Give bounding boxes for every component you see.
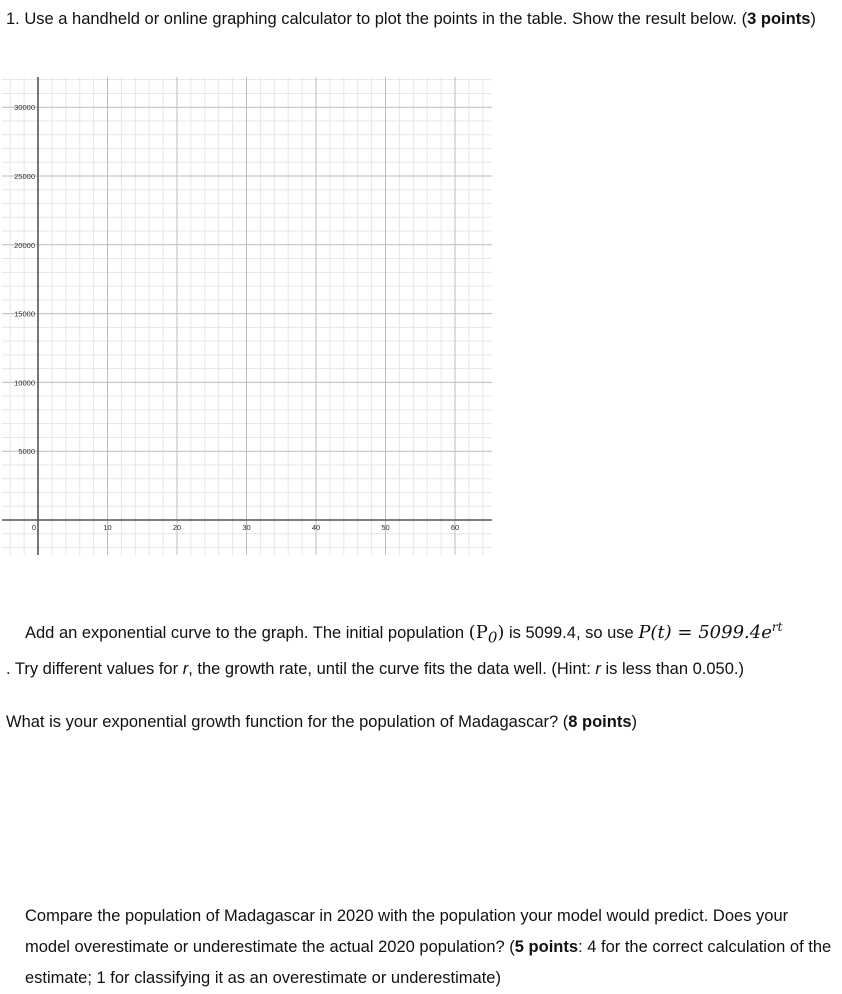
question-2-line2-mid: , the growth rate, until the curve fits the data well. (Hint: [188,659,596,678]
y-tick-label: 30000 [14,103,35,113]
y-tick-label: 10000 [14,378,35,388]
question-2-line2-end: is less than 0.050.) [600,659,744,678]
question-3 [6,708,637,736]
graph-grid [0,75,494,557]
question-2-intro: Add an exponential curve to the graph. The initial population [25,624,469,642]
y-tick-label: 20000 [14,240,35,250]
question-2-line2-start: . Try different values for [6,659,183,678]
x-tick-label: 60 [450,523,460,532]
question-3-close: ) [631,713,638,731]
r-variable: r [182,659,189,678]
question-3-points: 8 points [568,713,632,731]
question-4-text: Compare the population of Madagascar in 2020 with the population your model would predict. Does your model overestimate or underestimate the actual 2020 population? ( [25,907,789,956]
x-tick-label: 30 [242,523,251,532]
y-tick-label: 5000 [18,447,35,457]
question-1 [6,4,836,35]
question-2-is-text: is 5099.4, so use [504,624,639,642]
question-2-line-2 [6,654,842,685]
question-4-rest: : 4 for the correct calculation of the estimate; 1 for classifying it as an overestimate or underestimate) [25,938,832,987]
question-1-points: 3 points [747,10,811,28]
x-tick-label: 20 [172,523,182,532]
formula: $P(t) = 5099.4e^{rt}$ [638,620,783,643]
x-tick-label: 40 [311,523,321,532]
question-1-text: 1. Use a handheld or online graphing calculator to plot the points in the table. Show the result below. ( [6,10,748,28]
question-2 [6,612,842,685]
question-3-text: What is your exponential growth function for the population of Madagascar? ( [6,713,569,731]
r-variable-hint: r [595,659,601,678]
x-tick-label: 0 [31,523,36,532]
question-2-line-1 [6,612,842,654]
p0-symbol: $(P_0)$ [468,622,505,647]
y-tick-label: 25000 [14,172,35,181]
y-tick-label: 15000 [14,309,35,319]
question-4-points: 5 points [514,938,579,956]
x-tick-label: 10 [103,523,112,532]
x-tick-label: 50 [381,523,390,532]
question-4 [6,901,832,994]
question-1-close: ) [810,10,816,28]
